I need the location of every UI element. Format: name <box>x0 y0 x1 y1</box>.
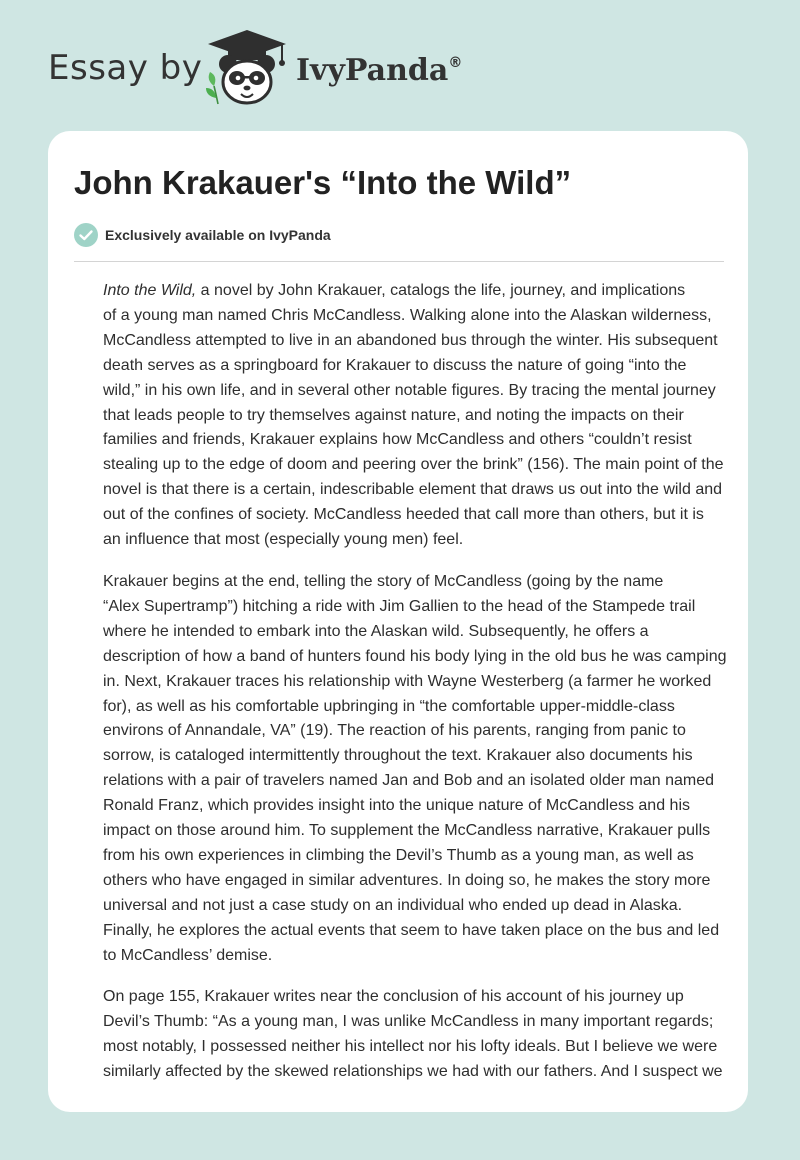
paragraph-3 <box>74 985 728 1085</box>
exclusive-badge-label: Exclusively available on IvyPanda <box>105 227 331 243</box>
text-line: similarly affected by the skewed relationships we had with our fathers. And I suspect we <box>103 1063 723 1081</box>
essay-body <box>74 279 728 1102</box>
brand-text: IvyPanda <box>296 53 449 88</box>
text-line: McCandless attempted to live in an abandoned bus through the winter. His subsequent <box>103 331 718 349</box>
text-line: for), as well as his comfortable upbringing in “the comfortable upper-middle-class <box>103 697 675 715</box>
exclusive-badge <box>74 222 331 248</box>
text-line: “Alex Supertramp”) hitching a ride with Jim Gallien to the head of the Stampede trail <box>103 597 696 615</box>
essay-title: John Krakauer's “Into the Wild” <box>74 164 572 201</box>
text-line: wild,” in his own life, and in several other notable figures. By tracing the mental journey <box>103 381 716 399</box>
text-line: others who have engaged in similar adventures. In doing so, he makes the story more <box>103 871 711 889</box>
text-line: from his own experiences in climbing the Devil’s Thumb as a young man, as well as <box>103 846 694 864</box>
divider <box>74 261 724 262</box>
text-line: stealing up to the edge of doom and peering over the brink” (156). The main point of the <box>103 456 724 474</box>
text-line: death serves as a springboard for Krakauer to discuss the nature of going “into the <box>103 356 687 374</box>
text-line: that leads people to try themselves against nature, and noting the impacts on their <box>103 406 684 424</box>
text-line: environs of Annandale, VA” (19). The reaction of his parents, ranging from panic to <box>103 722 686 740</box>
essay-card <box>48 131 748 1112</box>
paragraph-2 <box>74 570 728 969</box>
text-line: to McCandless’ demise. <box>103 946 273 964</box>
text-line: Devil’s Thumb: “As a young man, I was unlike McCandless in many important regards; <box>103 1013 714 1031</box>
text-line: description of how a band of hunters found his body lying in the old bus he was camping <box>103 647 727 665</box>
text-line: most notably, I possessed neither his intellect nor his lofty ideals. But I believe we were <box>103 1038 718 1056</box>
book-title-italic: Into the Wild, <box>103 282 197 299</box>
check-circle-icon <box>74 223 98 247</box>
brand-name[interactable] <box>296 53 462 88</box>
text-line: Krakauer begins at the end, telling the story of McCandless (going by the name <box>103 572 664 590</box>
text-line: relations with a pair of travelers named Jan and Bob and an isolated older man named <box>103 772 715 790</box>
text-line: sorrow, is cataloged intermittently throughout the text. Krakauer also documents his <box>103 747 693 765</box>
text-line: where he intended to embark into the Alaskan wild. Subsequently, he offers a <box>103 622 649 640</box>
panda-logo-icon[interactable] <box>200 28 295 108</box>
text-line: of a young man named Chris McCandless. Walking alone into the Alaskan wilderness, <box>103 306 712 324</box>
registered-mark: ® <box>448 55 463 71</box>
text-line: a novel by John Krakauer, catalogs the life, journey, and implications <box>196 282 686 299</box>
text-line: impact on those around him. To supplement the McCandless narrative, Krakauer pulls <box>103 822 711 840</box>
essay-by-label: Essay by <box>48 48 203 88</box>
site-header <box>0 0 800 130</box>
text-line: On page 155, Krakauer writes near the conclusion of his account of his journey up <box>103 988 684 1006</box>
text-line: universal and not just a case study on an individual who ended up dead in Alaska. <box>103 896 683 914</box>
text-line: novel is that there is a certain, indescribable element that draws us out into the wild and <box>103 481 723 499</box>
text-line: in. Next, Krakauer traces his relationship with Wayne Westerberg (a farmer he worked <box>103 672 712 690</box>
text-line: out of the confines of society. McCandless heeded that call more than others, but it is <box>103 506 704 524</box>
text-line: Ronald Franz, which provides insight into the unique nature of McCandless and his <box>103 797 690 815</box>
text-line: families and friends, Krakauer explains how McCandless and others “couldn’t resist <box>103 431 692 449</box>
text-line: an influence that most (especially young men) feel. <box>103 531 464 549</box>
text-line: Finally, he explores the actual events that seem to have taken place on the bus and led <box>103 921 720 939</box>
paragraph-1 <box>74 279 728 553</box>
